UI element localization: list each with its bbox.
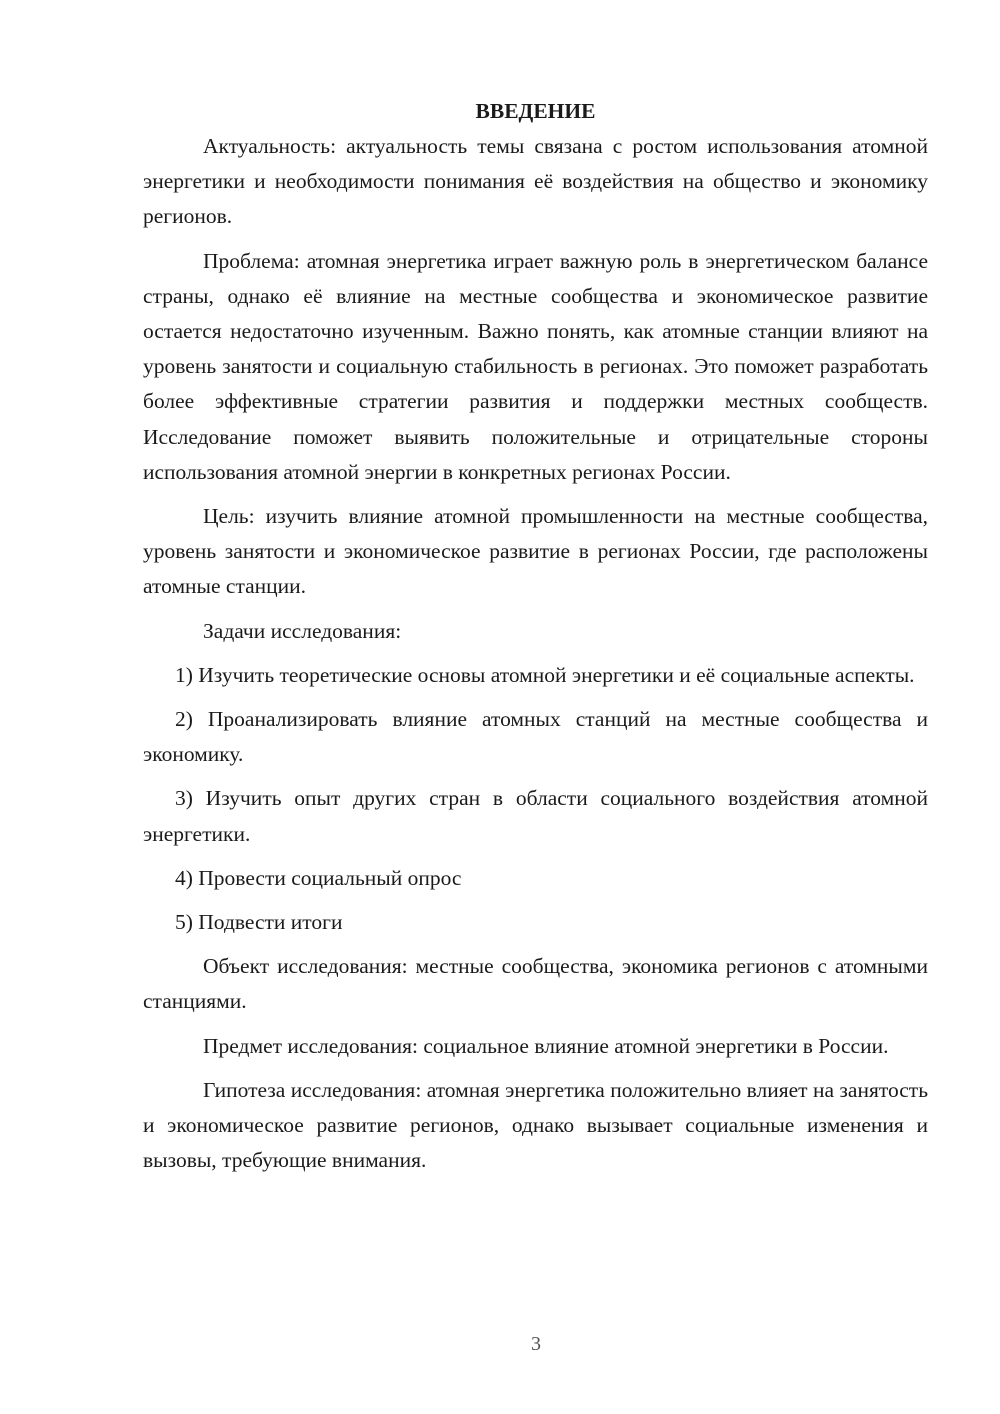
goal-paragraph: Цель: изучить влияние атомной промышленности на местные сообщества, уровень занятости и экономическое развитие в регионах России, где расположены атомные станции. [143, 504, 928, 599]
subject-paragraph: Предмет исследования: социальное влияние атомной энергетики в России. [203, 1033, 889, 1058]
problem-paragraph: Проблема: атомная энергетика играет важную роль в энергетическом балансе страны, однако её влияние на местные сообщества и экономическое развитие остается недостаточно изученным. Важно понять, как атомные станции влияют на уровень занятости и социальную стабильность в регионах. Это поможет разработать более эффективные стратегии развития и поддержки местных сообществ. Исследование поможет выявить положительные и отрицательные стороны использования атомной энергии в конкретных регионах России. [143, 248, 928, 484]
hypothesis-paragraph: Гипотеза исследования: атомная энергетика положительно влияет на занятость и экономическое развитие регионов, однако вызывает социальные изменения и вызовы, требующие внимания. [143, 1077, 928, 1173]
page-content [143, 94, 928, 1178]
task-item-1: 1) Изучить теоретические основы атомной энергетики и её социальные аспекты. [175, 662, 915, 687]
object-paragraph: Объект исследования: местные сообщества, экономика регионов с атомными станциями. [143, 954, 928, 1014]
section-heading: ВВЕДЕНИЕ [475, 99, 596, 123]
relevance-paragraph: Актуальность: актуальность темы связана с ростом использования атомной энергетики и необходимости понимания её воздействия на общество и экономику регионов. [143, 134, 928, 229]
page-number: 3 [531, 1333, 541, 1355]
task-item-3: 3) Изучить опыт других стран в области социального воздействия атомной энергетики. [143, 786, 928, 846]
task-item-4: 4) Провести социальный опрос [175, 865, 462, 890]
tasks-title: Задачи исследования: [203, 618, 402, 643]
task-item-5: 5) Подвести итоги [175, 910, 343, 935]
task-item-2: 2) Проанализировать влияние атомных станций на местные сообщества и экономику. [143, 707, 928, 767]
